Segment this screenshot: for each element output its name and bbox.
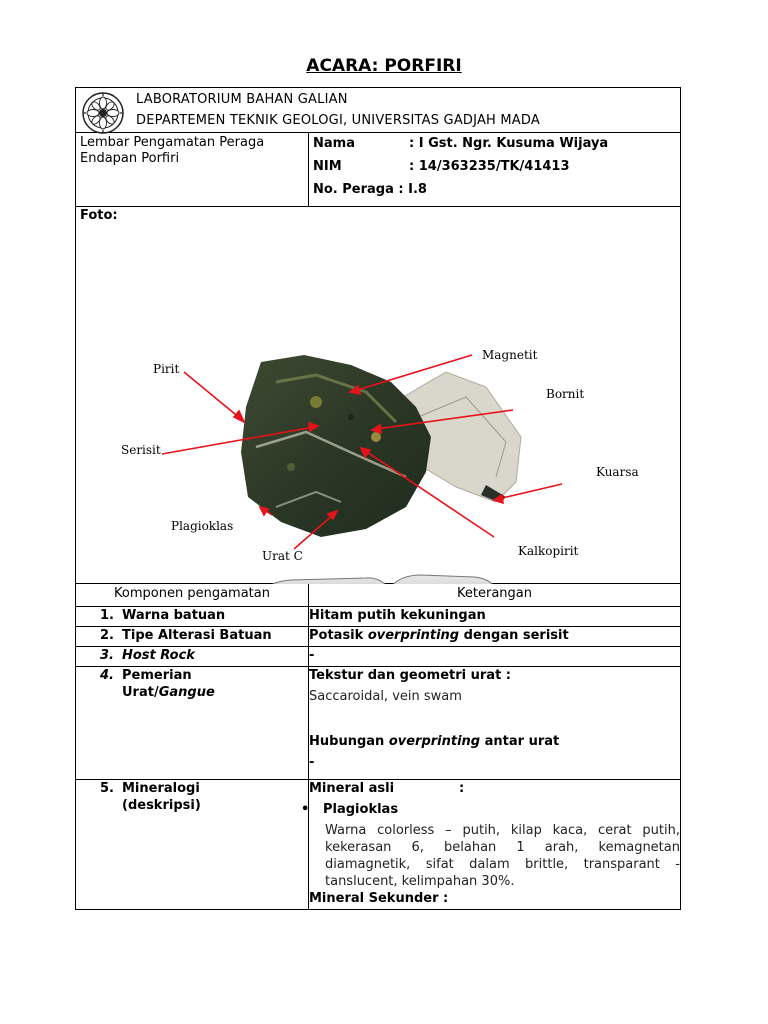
row2-label-cell (76, 627, 309, 647)
row1-num: 1. (100, 608, 114, 623)
row5-label-line1: Mineralogi (122, 781, 200, 796)
row4-num: 4. (100, 668, 114, 683)
row4-label-line2-pre: Urat/ (122, 685, 159, 700)
hubungan-post: antar urat (480, 734, 560, 749)
row5-label-line2: (deskripsi) (122, 798, 201, 813)
row5-num: 5. (100, 781, 114, 796)
student-info (309, 133, 681, 207)
photo-cell (76, 207, 681, 584)
hubungan-italic: overprinting (388, 734, 481, 749)
sheet-description: Lembar Pengamatan Peraga Endapan Porfiri (76, 133, 309, 207)
label-kalkopirit: Kalkopirit (518, 544, 579, 558)
hubungan-pre: Hubungan (309, 734, 389, 749)
page-title: ACARA: PORFIRI (306, 56, 462, 76)
row3-label: Host Rock (122, 648, 195, 663)
hubungan-value: - (309, 755, 315, 770)
mineral-asli-label: Mineral asli (309, 781, 395, 796)
row1-value: Hitam putih kekuningan (309, 607, 681, 627)
label-magnetit: Magnetit (482, 348, 538, 362)
row2-num: 2. (100, 628, 114, 643)
mineral-asli-line (309, 780, 680, 797)
row2-label: Tipe Alterasi Batuan (122, 628, 272, 643)
hand-lens-image (261, 575, 500, 584)
row2-value-pre: Potasik (309, 628, 368, 643)
label-serisit: Serisit (121, 443, 161, 457)
mineral-sekunder-label: Mineral Sekunder : (309, 891, 449, 906)
mineral-bullet-plagioklas: • Plagioklas (309, 801, 680, 818)
label-urat-c: Urat C (262, 549, 303, 563)
table-row (76, 667, 681, 780)
photo-label: Foto: (80, 208, 118, 223)
row4-label-line1: Pemerian (122, 668, 192, 683)
row2-value (309, 627, 681, 647)
row4-label-line2-italic: Gangue (158, 685, 215, 700)
photo-row (76, 207, 681, 584)
lab-header-row (76, 88, 681, 133)
lab-header-cell (76, 88, 681, 133)
nama-label: Nama (313, 136, 355, 151)
department-name: DEPARTEMEN TEKNIK GEOLOGI, UNIVERSITAS GADJAH MADA (136, 113, 540, 128)
peraga-value: : I.8 (398, 182, 427, 197)
tekstur-label: Tekstur dan geometri urat : (309, 668, 512, 683)
lab-title-block (136, 89, 540, 131)
observation-sheet (75, 87, 680, 910)
nim-value: : 14/363235/TK/41413 (409, 159, 570, 174)
table-header-row (76, 584, 681, 607)
row1-label-cell (76, 607, 309, 627)
row4-label-cell (76, 667, 309, 780)
row5-label-cell (76, 780, 309, 910)
rock-sample-photo (76, 207, 681, 584)
label-pirit: Pirit (153, 362, 180, 376)
info-row (76, 133, 681, 207)
row1-label: Warna batuan (122, 608, 226, 623)
row3-label-cell (76, 647, 309, 667)
plagioklas-description: Warna colorless – putih, kilap kaca, cerat putih, kekerasan 6, belahan 1 arah, kemagnetan diamagnetik, sifat dalam brittle, transparant - tanslucent, kelimpahan 30%. (325, 823, 680, 889)
peraga-label: No. Peraga (313, 182, 394, 197)
row2-value-italic: overprinting (367, 628, 460, 643)
table-row (76, 780, 681, 910)
col1-header: Komponen pengamatan (76, 584, 309, 607)
col2-header: Keterangan (309, 584, 681, 607)
observation-table (75, 87, 681, 910)
label-kuarsa: Kuarsa (596, 465, 639, 479)
tekstur-value: Saccaroidal, vein swam (309, 689, 462, 704)
row5-value-cell (309, 780, 681, 910)
ugm-seal-logo (81, 91, 125, 135)
nim-label: NIM (313, 159, 342, 174)
peraga-line (313, 181, 676, 204)
nama-line (313, 135, 676, 158)
hubungan-label (309, 733, 680, 750)
lab-name: LABORATORIUM BAHAN GALIAN (136, 92, 348, 107)
table-row (76, 647, 681, 667)
label-bornit: Bornit (546, 387, 585, 401)
row4-value-cell (309, 667, 681, 780)
mineral-asli-colon: : (459, 781, 465, 796)
row3-value: - (309, 647, 681, 667)
label-plagioklas: Plagioklas (171, 519, 234, 533)
nama-value: : I Gst. Ngr. Kusuma Wijaya (409, 136, 609, 151)
row2-value-post: dengan serisit (459, 628, 569, 643)
table-row (76, 627, 681, 647)
table-row (76, 607, 681, 627)
nim-line (313, 158, 676, 181)
row3-num: 3. (100, 648, 114, 663)
